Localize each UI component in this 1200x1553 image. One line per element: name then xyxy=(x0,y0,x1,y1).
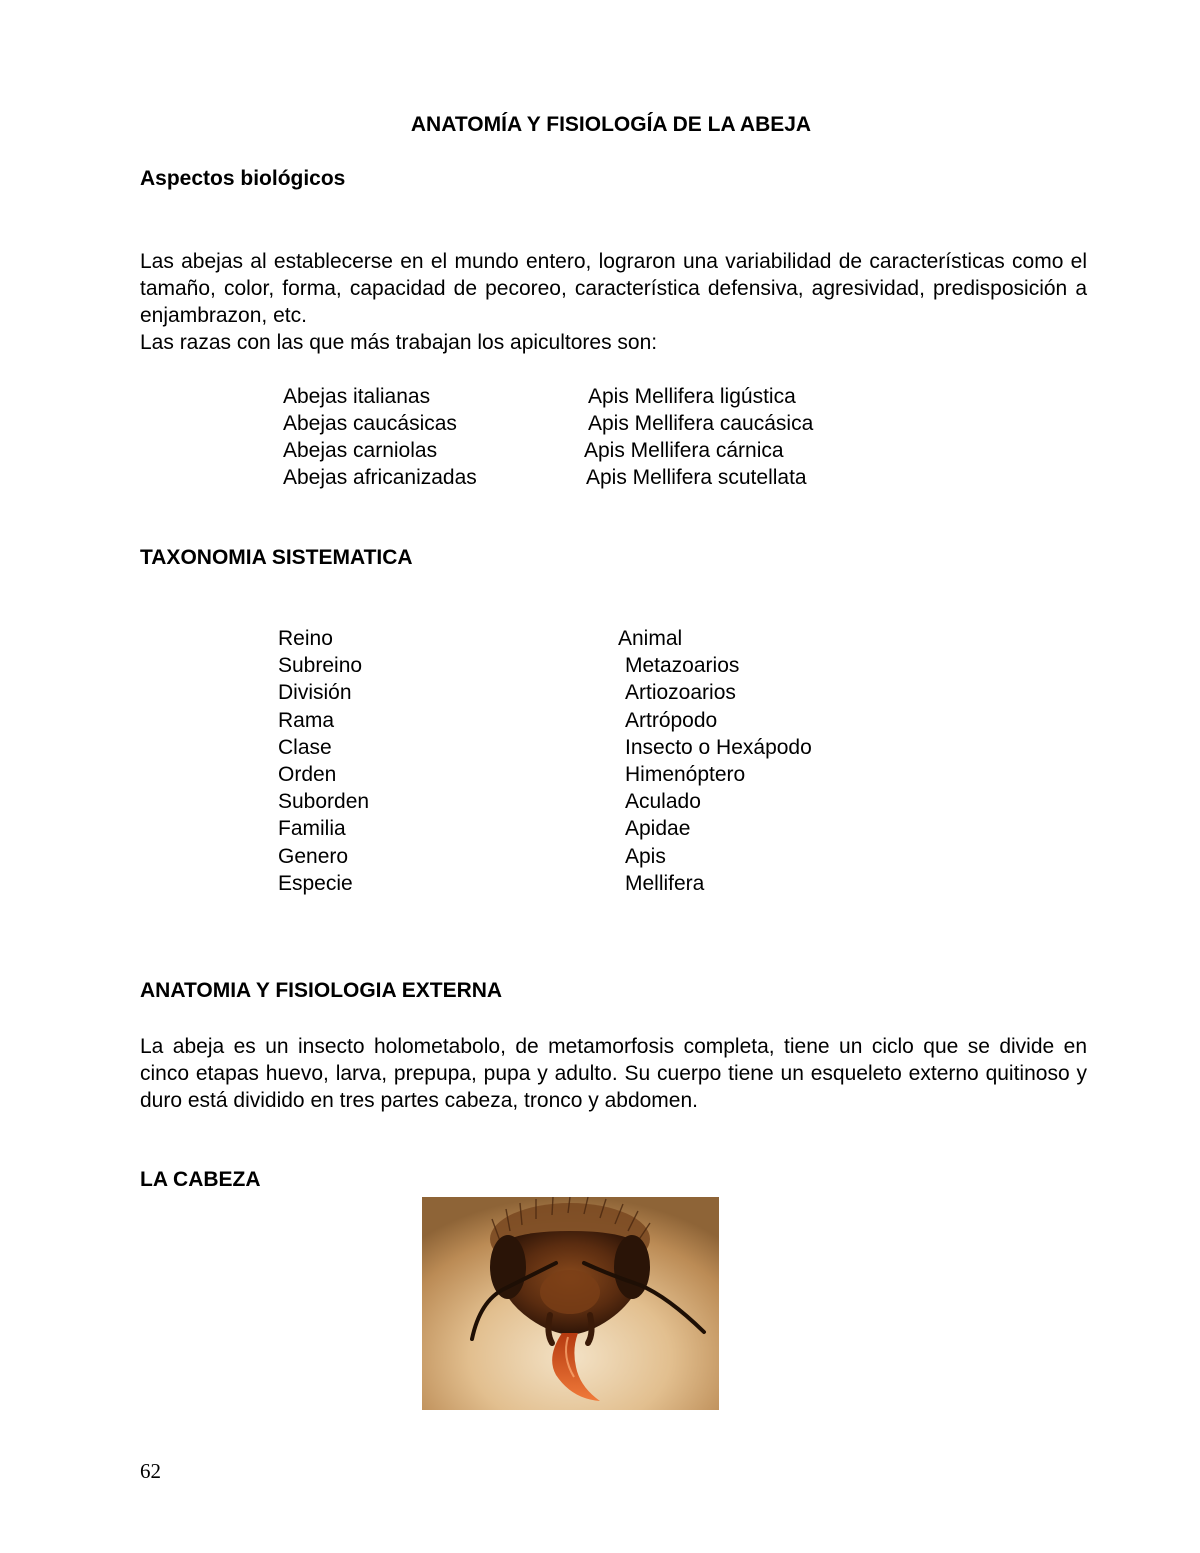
taxonomy-row xyxy=(278,843,978,870)
race-row xyxy=(283,437,983,464)
taxonomy-rank: Reino xyxy=(278,627,333,650)
race-scientific-name: Apis Mellifera cárnica xyxy=(584,439,784,462)
race-scientific-name: Apis Mellifera scutellata xyxy=(586,466,807,489)
taxonomy-value: Mellifera xyxy=(625,871,705,895)
taxonomy-value: Artiozoarios xyxy=(625,681,736,705)
taxonomy-row xyxy=(278,679,978,706)
paragraph-anatomia-externa: La abeja es un insecto holometabolo, de metamorfosis completa, tiene un ciclo que se divide en cinco etapas huevo, larva, prepupa, pupa y adulto. Su cuerpo tiene un esqueleto externo quitinoso y duro está dividido en tres partes cabeza, tronco y abdomen. xyxy=(140,1035,1087,1112)
race-common-name: Abejas africanizadas xyxy=(283,466,477,489)
taxonomy-row xyxy=(278,734,978,761)
taxonomy-row xyxy=(278,788,978,815)
race-scientific-name: Apis Mellifera caucásica xyxy=(588,412,814,435)
taxonomy-value: Apis xyxy=(625,844,666,868)
taxonomy-row xyxy=(278,815,978,842)
taxonomy-row xyxy=(278,761,978,788)
heading-taxonomia: TAXONOMIA SISTEMATICA xyxy=(140,546,413,569)
paragraph-variabilidad: Las abejas al establecerse en el mundo entero, lograron una variabilidad de características como el tamaño, color, forma, capacidad de pecoreo, característica defensiva, agresividad, predisposición a enjambrazon, etc. xyxy=(140,250,1087,327)
taxonomy-rank: Familia xyxy=(278,817,346,841)
heading-la-cabeza: LA CABEZA xyxy=(140,1168,261,1191)
taxonomy-rank: Especie xyxy=(278,871,353,895)
taxonomy-table xyxy=(278,625,978,897)
taxonomy-rank: Rama xyxy=(278,708,335,732)
taxonomy-rank: Subreino xyxy=(278,654,363,678)
race-row xyxy=(283,464,983,491)
race-scientific-name: Apis Mellifera ligústica xyxy=(588,385,796,408)
taxonomy-value: Insecto o Hexápodo xyxy=(625,735,812,759)
race-common-name: Abejas carniolas xyxy=(283,439,438,462)
race-row xyxy=(283,383,983,410)
page-title: ANATOMÍA Y FISIOLOGÍA DE LA ABEJA xyxy=(410,113,812,136)
taxonomy-row xyxy=(278,707,978,734)
paragraph-razas-intro: Las razas con las que más trabajan los apicultores son: xyxy=(140,331,658,354)
page-number: 62 xyxy=(140,1459,161,1483)
taxonomy-rank: Genero xyxy=(278,844,349,868)
taxonomy-rank: División xyxy=(278,681,352,705)
taxonomy-value: Animal xyxy=(618,627,683,650)
bee-head-photo xyxy=(422,1197,719,1410)
taxonomy-value: Metazoarios xyxy=(625,654,740,678)
taxonomy-rank: Clase xyxy=(278,735,332,759)
taxonomy-value: Apidae xyxy=(625,817,691,841)
races-list xyxy=(283,383,983,491)
heading-anatomia-externa: ANATOMIA Y FISIOLOGIA EXTERNA xyxy=(140,979,503,1002)
heading-aspectos-biologicos: Aspectos biológicos xyxy=(140,167,346,190)
taxonomy-row xyxy=(278,870,978,897)
taxonomy-row xyxy=(278,625,978,652)
race-common-name: Abejas caucásicas xyxy=(283,412,457,435)
taxonomy-value: Artrópodo xyxy=(625,708,718,732)
taxonomy-value: Aculado xyxy=(625,790,701,814)
taxonomy-row xyxy=(278,652,978,679)
race-row xyxy=(283,410,983,437)
taxonomy-value: Himenóptero xyxy=(625,762,746,786)
taxonomy-rank: Suborden xyxy=(278,790,370,814)
race-common-name: Abejas italianas xyxy=(283,385,431,408)
taxonomy-rank: Orden xyxy=(278,762,337,786)
